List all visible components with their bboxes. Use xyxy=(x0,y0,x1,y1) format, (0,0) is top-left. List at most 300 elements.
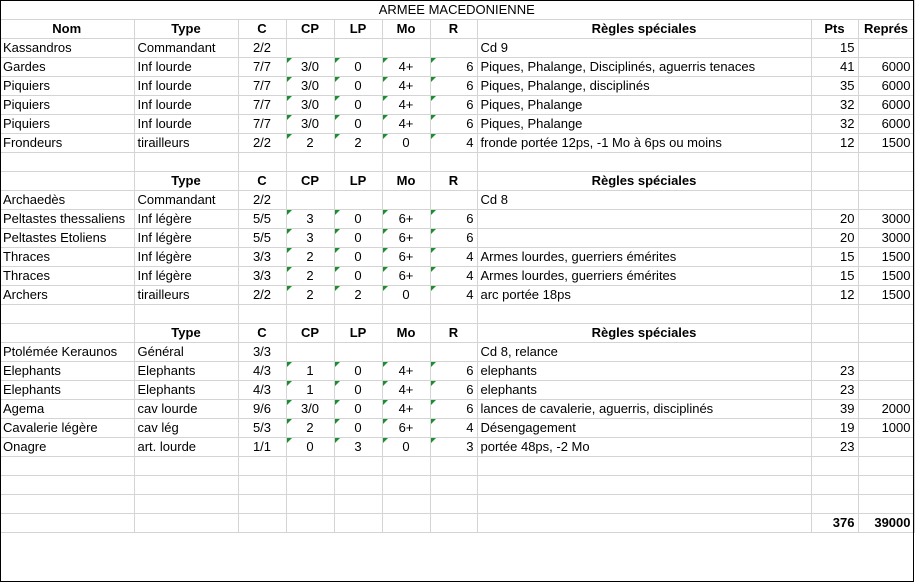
cell-repres[interactable] xyxy=(858,38,914,57)
cell-repres[interactable]: 6000 xyxy=(858,76,914,95)
cell-empty[interactable] xyxy=(477,513,811,532)
comment-indicator-icon xyxy=(335,381,340,386)
cell-cp[interactable]: 3/0 xyxy=(286,399,334,418)
cell-r[interactable]: 6 xyxy=(430,57,477,76)
cell-empty[interactable] xyxy=(477,494,811,513)
cell-repres[interactable]: 2000 xyxy=(858,399,914,418)
cell-pts[interactable]: 15 xyxy=(811,38,858,57)
cell-pts[interactable] xyxy=(811,342,858,361)
cell-regles[interactable]: Désengagement xyxy=(477,418,811,437)
cell-pts[interactable]: 32 xyxy=(811,114,858,133)
cell-empty[interactable] xyxy=(238,475,286,494)
cell-mo[interactable]: 4+ xyxy=(382,380,430,399)
cell-c[interactable]: 2/2 xyxy=(238,38,286,57)
cell-cp[interactable]: 3/0 xyxy=(286,57,334,76)
cell-nom[interactable]: Peltastes Etoliens xyxy=(0,228,134,247)
cell-c[interactable]: 3/3 xyxy=(238,247,286,266)
cell-pts[interactable]: 15 xyxy=(811,247,858,266)
cell-empty[interactable] xyxy=(334,152,382,171)
cell-regles[interactable]: Piques, Phalange xyxy=(477,114,811,133)
cell-cp[interactable]: 2 xyxy=(286,247,334,266)
cell-empty[interactable] xyxy=(238,513,286,532)
cell-r[interactable]: 4 xyxy=(430,247,477,266)
cell-empty[interactable] xyxy=(858,152,914,171)
cell-r[interactable]: 6 xyxy=(430,380,477,399)
cell-empty[interactable] xyxy=(858,494,914,513)
cell-regles[interactable]: fronde portée 12ps, -1 Mo à 6ps ou moins xyxy=(477,133,811,152)
cell-pts[interactable]: 20 xyxy=(811,228,858,247)
comment-indicator-icon xyxy=(383,77,388,82)
cell-lp[interactable]: 0 xyxy=(334,57,382,76)
cell-pts[interactable]: 39 xyxy=(811,399,858,418)
cell-type[interactable]: cav lourde xyxy=(134,399,238,418)
sheet-title[interactable]: ARMEE MACEDONIENNE xyxy=(0,0,914,19)
cell-regles[interactable] xyxy=(477,228,811,247)
cell-lp[interactable]: 2 xyxy=(334,285,382,304)
comment-indicator-icon xyxy=(383,248,388,253)
cell-cp[interactable]: 2 xyxy=(286,418,334,437)
cell-repres[interactable]: 1500 xyxy=(858,266,914,285)
cell-empty[interactable] xyxy=(134,513,238,532)
cell-empty[interactable] xyxy=(0,475,134,494)
cell-mo[interactable]: 4+ xyxy=(382,57,430,76)
cell-empty[interactable] xyxy=(334,475,382,494)
cell-regles[interactable]: Armes lourdes, guerriers émérites xyxy=(477,266,811,285)
total-repres[interactable]: 39000 xyxy=(858,513,914,532)
cell-empty[interactable] xyxy=(430,494,477,513)
table-row xyxy=(0,95,914,114)
cell-nom[interactable]: Cavalerie légère xyxy=(0,418,134,437)
cell-empty[interactable] xyxy=(286,475,334,494)
header-mo[interactable]: Mo xyxy=(382,171,430,190)
cell-type[interactable]: Inf légère xyxy=(134,228,238,247)
cell-c[interactable]: 2/2 xyxy=(238,285,286,304)
cell-type[interactable]: cav lég xyxy=(134,418,238,437)
cell-regles[interactable]: elephants xyxy=(477,361,811,380)
cell-type[interactable]: Inf légère xyxy=(134,209,238,228)
cell-nom[interactable]: Archaedès xyxy=(0,190,134,209)
cell-type[interactable]: Inf lourde xyxy=(134,95,238,114)
cell-lp[interactable]: 2 xyxy=(334,133,382,152)
cell-pts[interactable]: 12 xyxy=(811,285,858,304)
cell-pts[interactable]: 23 xyxy=(811,361,858,380)
cell-r[interactable]: 3 xyxy=(430,437,477,456)
cell-repres[interactable]: 3000 xyxy=(858,228,914,247)
cell-lp[interactable]: 0 xyxy=(334,247,382,266)
cell-empty[interactable] xyxy=(382,304,430,323)
cell-empty[interactable] xyxy=(286,304,334,323)
cell-empty[interactable] xyxy=(286,456,334,475)
comment-indicator-icon xyxy=(431,381,436,386)
cell-type[interactable]: Elephants xyxy=(134,380,238,399)
header-type[interactable]: Type xyxy=(134,323,238,342)
cell-empty[interactable] xyxy=(811,456,858,475)
header-regles[interactable]: Règles spéciales xyxy=(477,323,811,342)
cell-lp[interactable] xyxy=(334,190,382,209)
cell-lp[interactable]: 0 xyxy=(334,114,382,133)
cell-type[interactable]: Général xyxy=(134,342,238,361)
cell-cp[interactable]: 3/0 xyxy=(286,76,334,95)
cell-type[interactable]: art. lourde xyxy=(134,437,238,456)
comment-indicator-icon xyxy=(431,400,436,405)
cell-c[interactable]: 2/2 xyxy=(238,190,286,209)
cell-empty[interactable] xyxy=(477,475,811,494)
cell-lp[interactable]: 0 xyxy=(334,266,382,285)
comment-indicator-icon xyxy=(335,362,340,367)
cell-nom[interactable]: Peltastes thessaliens xyxy=(0,209,134,228)
cell-cp[interactable]: 3/0 xyxy=(286,114,334,133)
cell-r[interactable]: 4 xyxy=(430,285,477,304)
title-row xyxy=(0,0,914,19)
header-cp[interactable]: CP xyxy=(286,171,334,190)
cell-repres[interactable] xyxy=(858,380,914,399)
cell-repres[interactable]: 6000 xyxy=(858,114,914,133)
cell-r[interactable]: 6 xyxy=(430,95,477,114)
cell-empty[interactable] xyxy=(238,494,286,513)
cell-mo[interactable]: 4+ xyxy=(382,76,430,95)
cell-r[interactable]: 6 xyxy=(430,228,477,247)
cell-empty[interactable] xyxy=(334,513,382,532)
cell-cp[interactable]: 1 xyxy=(286,361,334,380)
cell-nom[interactable]: Thraces xyxy=(0,247,134,266)
cell-mo[interactable]: 6+ xyxy=(382,209,430,228)
cell-empty[interactable] xyxy=(238,304,286,323)
header-type[interactable]: Type xyxy=(134,171,238,190)
cell-mo[interactable] xyxy=(382,342,430,361)
comment-indicator-icon xyxy=(287,58,292,63)
cell-c[interactable]: 9/6 xyxy=(238,399,286,418)
cell-mo[interactable]: 4+ xyxy=(382,399,430,418)
cell-repres[interactable] xyxy=(858,437,914,456)
cell-mo[interactable]: 6+ xyxy=(382,266,430,285)
cell-empty[interactable] xyxy=(334,456,382,475)
cell-pts[interactable]: 35 xyxy=(811,76,858,95)
header-mo[interactable]: Mo xyxy=(382,323,430,342)
cell-nom[interactable]: Onagre xyxy=(0,437,134,456)
header-repres[interactable]: Représ xyxy=(858,19,914,38)
table-row xyxy=(0,209,914,228)
cell-type[interactable]: Inf lourde xyxy=(134,57,238,76)
cell-repres[interactable] xyxy=(858,190,914,209)
cell-mo[interactable]: 6+ xyxy=(382,247,430,266)
cell-regles[interactable]: Cd 8 xyxy=(477,190,811,209)
cell-cp[interactable]: 3 xyxy=(286,209,334,228)
cell-cp[interactable]: 1 xyxy=(286,380,334,399)
header-regles[interactable]: Règles spéciales xyxy=(477,19,811,38)
cell-empty[interactable] xyxy=(477,456,811,475)
comment-indicator-icon xyxy=(335,419,340,424)
cell-nom[interactable]: Ptolémée Keraunos xyxy=(0,342,134,361)
header-nom[interactable] xyxy=(0,171,134,190)
cell-regles[interactable]: Piques, Phalange, Disciplinés, aguerris tenaces xyxy=(477,57,811,76)
cell-empty[interactable] xyxy=(0,152,134,171)
cell-empty[interactable] xyxy=(382,475,430,494)
cell-repres[interactable]: 1000 xyxy=(858,418,914,437)
cell-regles[interactable]: Armes lourdes, guerriers émérites xyxy=(477,247,811,266)
cell-lp[interactable]: 0 xyxy=(334,399,382,418)
comment-indicator-icon xyxy=(335,58,340,63)
comment-indicator-icon xyxy=(383,400,388,405)
cell-nom[interactable]: Archers xyxy=(0,285,134,304)
cell-empty[interactable] xyxy=(0,494,134,513)
cell-empty[interactable] xyxy=(286,513,334,532)
cell-cp[interactable]: 0 xyxy=(286,437,334,456)
cell-pts[interactable]: 15 xyxy=(811,266,858,285)
cell-c[interactable]: 3/3 xyxy=(238,342,286,361)
header-nom[interactable]: Nom xyxy=(0,19,134,38)
cell-lp[interactable] xyxy=(334,38,382,57)
cell-empty[interactable] xyxy=(286,494,334,513)
comment-indicator-icon xyxy=(383,115,388,120)
cell-mo[interactable]: 0 xyxy=(382,285,430,304)
cell-lp[interactable]: 0 xyxy=(334,228,382,247)
cell-type[interactable]: Inf lourde xyxy=(134,114,238,133)
cell-c[interactable]: 3/3 xyxy=(238,266,286,285)
cell-type[interactable]: tirailleurs xyxy=(134,133,238,152)
cell-empty[interactable] xyxy=(477,152,811,171)
cell-empty[interactable] xyxy=(238,152,286,171)
cell-regles[interactable]: Piques, Phalange xyxy=(477,95,811,114)
cell-pts[interactable]: 19 xyxy=(811,418,858,437)
cell-nom[interactable]: Frondeurs xyxy=(0,133,134,152)
cell-repres[interactable] xyxy=(858,342,914,361)
cell-r[interactable]: 4 xyxy=(430,133,477,152)
comment-indicator-icon xyxy=(383,419,388,424)
cell-regles[interactable]: arc portée 18ps xyxy=(477,285,811,304)
cell-lp[interactable]: 3 xyxy=(334,437,382,456)
cell-c[interactable]: 4/3 xyxy=(238,380,286,399)
cell-c[interactable]: 4/3 xyxy=(238,361,286,380)
empty-row xyxy=(0,475,914,494)
cell-pts[interactable]: 23 xyxy=(811,437,858,456)
header-nom[interactable] xyxy=(0,323,134,342)
cell-empty[interactable] xyxy=(134,456,238,475)
cell-repres[interactable]: 1500 xyxy=(858,285,914,304)
cell-r[interactable] xyxy=(430,190,477,209)
cell-cp[interactable]: 3 xyxy=(286,228,334,247)
header-row xyxy=(0,19,914,38)
cell-cp[interactable] xyxy=(286,342,334,361)
cell-nom[interactable]: Agema xyxy=(0,399,134,418)
cell-nom[interactable]: Thraces xyxy=(0,266,134,285)
cell-empty[interactable] xyxy=(430,513,477,532)
cell-type[interactable]: Elephants xyxy=(134,361,238,380)
total-pts[interactable]: 376 xyxy=(811,513,858,532)
cell-regles[interactable]: lances de cavalerie, aguerris, disciplinés xyxy=(477,399,811,418)
cell-lp[interactable]: 0 xyxy=(334,380,382,399)
cell-mo[interactable]: 6+ xyxy=(382,418,430,437)
cell-cp[interactable]: 2 xyxy=(286,133,334,152)
cell-nom[interactable]: Elephants xyxy=(0,380,134,399)
cell-empty[interactable] xyxy=(286,152,334,171)
cell-repres[interactable]: 6000 xyxy=(858,57,914,76)
header-r[interactable]: R xyxy=(430,323,477,342)
cell-empty[interactable] xyxy=(811,494,858,513)
cell-empty[interactable] xyxy=(811,152,858,171)
cell-empty[interactable] xyxy=(858,304,914,323)
cell-repres[interactable]: 3000 xyxy=(858,209,914,228)
comment-indicator-icon xyxy=(431,267,436,272)
cell-pts[interactable]: 23 xyxy=(811,380,858,399)
cell-cp[interactable]: 3/0 xyxy=(286,95,334,114)
header-pts[interactable] xyxy=(811,171,858,190)
cell-r[interactable]: 6 xyxy=(430,399,477,418)
cell-lp[interactable]: 0 xyxy=(334,95,382,114)
comment-indicator-icon xyxy=(287,419,292,424)
table-row xyxy=(0,399,914,418)
cell-regles[interactable]: portée 48ps, -2 Mo xyxy=(477,437,811,456)
cell-nom[interactable]: Piquiers xyxy=(0,76,134,95)
cell-r[interactable] xyxy=(430,342,477,361)
cell-empty[interactable] xyxy=(382,152,430,171)
cell-c[interactable]: 7/7 xyxy=(238,95,286,114)
cell-mo[interactable] xyxy=(382,190,430,209)
comment-indicator-icon xyxy=(383,96,388,101)
header-lp[interactable]: LP xyxy=(334,323,382,342)
cell-empty[interactable] xyxy=(238,456,286,475)
comment-indicator-icon xyxy=(383,134,388,139)
cell-mo[interactable]: 4+ xyxy=(382,114,430,133)
header-cp[interactable]: CP xyxy=(286,19,334,38)
header-pts[interactable]: Pts xyxy=(811,19,858,38)
header-repres[interactable] xyxy=(858,171,914,190)
cell-regles[interactable]: Cd 9 xyxy=(477,38,811,57)
cell-empty[interactable] xyxy=(382,456,430,475)
cell-lp[interactable] xyxy=(334,342,382,361)
cell-cp[interactable]: 2 xyxy=(286,285,334,304)
cell-repres[interactable]: 1500 xyxy=(858,133,914,152)
header-type[interactable]: Type xyxy=(134,19,238,38)
cell-nom[interactable]: Elephants xyxy=(0,361,134,380)
cell-r[interactable]: 4 xyxy=(430,418,477,437)
cell-regles[interactable] xyxy=(477,209,811,228)
cell-r[interactable]: 6 xyxy=(430,76,477,95)
cell-empty[interactable] xyxy=(134,304,238,323)
cell-empty[interactable] xyxy=(477,304,811,323)
cell-empty[interactable] xyxy=(430,152,477,171)
cell-pts[interactable] xyxy=(811,190,858,209)
header-r[interactable]: R xyxy=(430,19,477,38)
cell-mo[interactable]: 0 xyxy=(382,133,430,152)
header-mo[interactable]: Mo xyxy=(382,19,430,38)
cell-empty[interactable] xyxy=(334,304,382,323)
comment-indicator-icon xyxy=(287,248,292,253)
comment-indicator-icon xyxy=(287,115,292,120)
cell-type[interactable]: Inf légère xyxy=(134,266,238,285)
cell-empty[interactable] xyxy=(858,456,914,475)
cell-empty[interactable] xyxy=(430,456,477,475)
cell-r[interactable] xyxy=(430,38,477,57)
cell-repres[interactable]: 1500 xyxy=(858,247,914,266)
cell-c[interactable]: 7/7 xyxy=(238,57,286,76)
cell-lp[interactable]: 0 xyxy=(334,76,382,95)
cell-type[interactable]: Inf lourde xyxy=(134,76,238,95)
cell-r[interactable]: 4 xyxy=(430,266,477,285)
header-lp[interactable]: LP xyxy=(334,171,382,190)
cell-pts[interactable]: 32 xyxy=(811,95,858,114)
cell-cp[interactable]: 2 xyxy=(286,266,334,285)
cell-lp[interactable]: 0 xyxy=(334,418,382,437)
cell-nom[interactable]: Gardes xyxy=(0,57,134,76)
header-regles[interactable]: Règles spéciales xyxy=(477,171,811,190)
cell-lp[interactable]: 0 xyxy=(334,209,382,228)
table-row xyxy=(0,285,914,304)
header-pts[interactable] xyxy=(811,323,858,342)
cell-empty[interactable] xyxy=(334,494,382,513)
cell-empty[interactable] xyxy=(430,475,477,494)
cell-pts[interactable]: 12 xyxy=(811,133,858,152)
cell-c[interactable]: 5/5 xyxy=(238,209,286,228)
cell-c[interactable]: 7/7 xyxy=(238,114,286,133)
header-c[interactable]: C xyxy=(238,171,286,190)
cell-c[interactable]: 2/2 xyxy=(238,133,286,152)
cell-type[interactable]: Commandant xyxy=(134,38,238,57)
cell-c[interactable]: 5/3 xyxy=(238,418,286,437)
cell-type[interactable]: tirailleurs xyxy=(134,285,238,304)
cell-pts[interactable]: 41 xyxy=(811,57,858,76)
cell-empty[interactable] xyxy=(811,475,858,494)
cell-empty[interactable] xyxy=(430,304,477,323)
cell-empty[interactable] xyxy=(0,513,134,532)
cell-c[interactable]: 5/5 xyxy=(238,228,286,247)
cell-empty[interactable] xyxy=(134,152,238,171)
cell-r[interactable]: 6 xyxy=(430,209,477,228)
cell-repres[interactable]: 6000 xyxy=(858,95,914,114)
cell-empty[interactable] xyxy=(0,456,134,475)
cell-cp[interactable] xyxy=(286,190,334,209)
cell-nom[interactable]: Piquiers xyxy=(0,114,134,133)
table-row xyxy=(0,57,914,76)
header-c[interactable]: C xyxy=(238,323,286,342)
cell-r[interactable]: 6 xyxy=(430,114,477,133)
cell-c[interactable]: 7/7 xyxy=(238,76,286,95)
cell-empty[interactable] xyxy=(858,475,914,494)
cell-empty[interactable] xyxy=(811,304,858,323)
cell-empty[interactable] xyxy=(134,494,238,513)
cell-empty[interactable] xyxy=(0,304,134,323)
cell-lp[interactable]: 0 xyxy=(334,361,382,380)
cell-mo[interactable]: 4+ xyxy=(382,361,430,380)
cell-type[interactable]: Inf légère xyxy=(134,247,238,266)
cell-regles[interactable]: elephants xyxy=(477,380,811,399)
cell-regles[interactable]: Cd 8, relance xyxy=(477,342,811,361)
cell-regles[interactable]: Piques, Phalange, disciplinés xyxy=(477,76,811,95)
cell-pts[interactable]: 20 xyxy=(811,209,858,228)
header-r[interactable]: R xyxy=(430,171,477,190)
cell-cp[interactable] xyxy=(286,38,334,57)
cell-r[interactable]: 6 xyxy=(430,361,477,380)
cell-mo[interactable]: 6+ xyxy=(382,228,430,247)
comment-indicator-icon xyxy=(287,229,292,234)
cell-empty[interactable] xyxy=(134,475,238,494)
header-cp[interactable]: CP xyxy=(286,323,334,342)
comment-indicator-icon xyxy=(383,286,388,291)
cell-type[interactable]: Commandant xyxy=(134,190,238,209)
cell-empty[interactable] xyxy=(382,494,430,513)
cell-mo[interactable]: 4+ xyxy=(382,95,430,114)
cell-mo[interactable]: 0 xyxy=(382,437,430,456)
comment-indicator-icon xyxy=(335,210,340,215)
cell-repres[interactable] xyxy=(858,361,914,380)
header-lp[interactable]: LP xyxy=(334,19,382,38)
cell-c[interactable]: 1/1 xyxy=(238,437,286,456)
header-c[interactable]: C xyxy=(238,19,286,38)
cell-nom[interactable]: Piquiers xyxy=(0,95,134,114)
cell-mo[interactable] xyxy=(382,38,430,57)
header-repres[interactable] xyxy=(858,323,914,342)
cell-nom[interactable]: Kassandros xyxy=(0,38,134,57)
cell-empty[interactable] xyxy=(382,513,430,532)
